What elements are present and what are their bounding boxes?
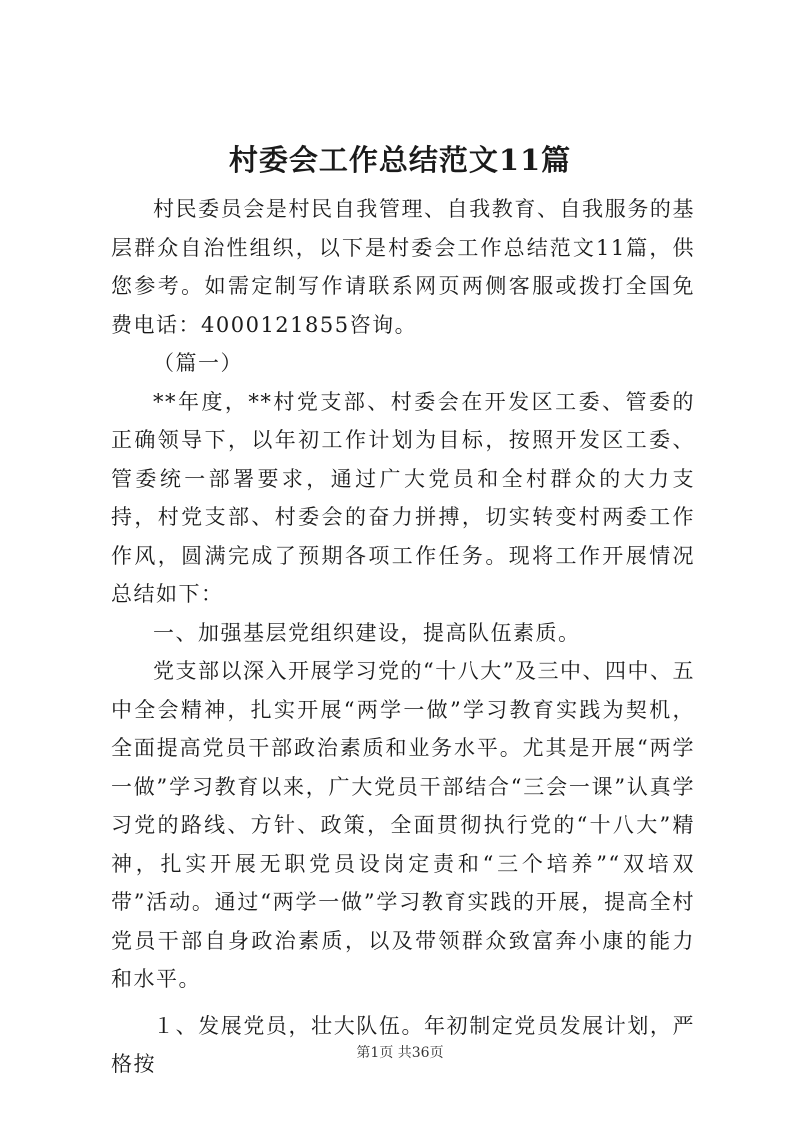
intro-paragraph: 村民委员会是村民自我管理、自我教育、自我服务的基层群众自治性组织，以下是村委会工作总结范文11篇，供您参考。如需定制写作请联系网页两侧客服或拨打全国免费电话：4000121855咨询。 [111, 197, 695, 337]
heading-paragraph: 一、加强基层党组织建设，提高队伍素质。 [153, 620, 581, 645]
section-label: （篇一） [153, 351, 243, 375]
summary-paragraph: **年度，**村党支部、村委会在开发区工委、管委的正确领导下，以年初工作计划为目标，按照开发区工委、管委统一部署要求，通过广大党员和全村群众的大力支持，村党支部、村委会的奋力拼搏，切实转变村两委工作作风，圆满完成了预期各项工作任务。现将工作开展情况总结如下： [111, 389, 695, 606]
list-paragraph: １、发展党员，壮大队伍。年初制定党员发展计划，严格按 [111, 1013, 695, 1076]
document-body [111, 190, 695, 1084]
party-paragraph: 党支部以深入开展学习党的“十八大”及三中、四中、五中全会精神，扎实开展“两学一做”学习教育实践为契机，全面提高党员干部政治素质和业务水平。尤其是开展“两学一做”学习教育以来，广大党员干部结合“三会一课”认真学习党的路线、方针、政策，全面贯彻执行党的“十八大”精神，扎实开展无职党员设岗定责和“三个培养”“双培双带”活动。通过“两学一做”学习教育实践的开展，提高全村党员干部自身政治素质，以及带领群众致富奔小康的能力和水平。 [111, 659, 695, 991]
page-footer: 第1页 共36页 [356, 1045, 444, 1061]
document-title: 村委会工作总结范文11篇 [228, 143, 572, 177]
